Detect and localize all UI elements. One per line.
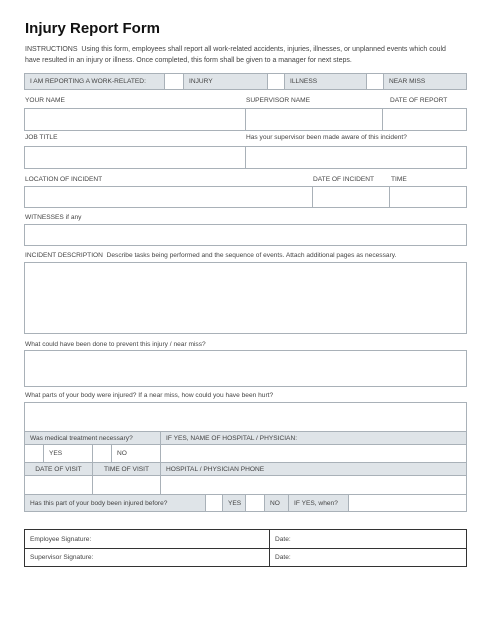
prior-yes-checkbox[interactable] <box>205 494 223 512</box>
medical-question-label: Was medical treatment necessary? <box>24 431 161 445</box>
date-of-incident-label: DATE OF INCIDENT <box>313 176 375 183</box>
supervisor-signature-field[interactable]: Supervisor Signature: <box>24 548 270 567</box>
your-name-field[interactable] <box>24 108 246 131</box>
hospital-name-label: IF YES, NAME OF HOSPITAL / PHYSICIAN: <box>160 431 467 445</box>
hospital-phone-label: HOSPITAL / PHYSICIAN PHONE <box>160 462 467 476</box>
medical-yes-checkbox[interactable] <box>24 444 44 463</box>
job-title-label: JOB TITLE <box>25 134 58 141</box>
prior-no-checkbox[interactable] <box>245 494 265 512</box>
instructions-label: INSTRUCTIONS <box>25 46 78 53</box>
form-title: Injury Report Form <box>25 20 161 37</box>
date-of-visit-label: DATE OF VISIT <box>24 462 93 476</box>
time-of-visit-field[interactable] <box>92 475 161 495</box>
hospital-phone-field[interactable] <box>160 475 467 495</box>
injury-checkbox[interactable] <box>164 73 184 90</box>
near-miss-option-label: NEAR MISS <box>383 73 467 90</box>
location-label: LOCATION OF INCIDENT <box>25 176 103 183</box>
medical-yes-label: YES <box>43 444 93 463</box>
witnesses-field[interactable] <box>24 224 467 246</box>
location-field[interactable] <box>24 186 313 208</box>
illness-checkbox[interactable] <box>267 73 285 90</box>
description-label: INCIDENT DESCRIPTION <box>25 252 103 259</box>
illness-option-label: ILLNESS <box>284 73 367 90</box>
description-label-group <box>25 252 396 259</box>
time-of-visit-label: TIME OF VISIT <box>92 462 161 476</box>
description-hint: Describe tasks being performed and the sequence of events. Attach additional pages as necessary. <box>106 252 397 259</box>
supervisor-name-field[interactable] <box>245 108 383 131</box>
date-of-report-field[interactable] <box>382 108 467 131</box>
prior-injury-question: Has this part of your body been injured before? <box>24 494 206 512</box>
hospital-name-field[interactable] <box>160 444 467 463</box>
your-name-label: YOUR NAME <box>25 97 65 104</box>
date-of-report-label: DATE OF REPORT <box>390 97 448 104</box>
near-miss-checkbox[interactable] <box>366 73 384 90</box>
reporting-label: I AM REPORTING A WORK-RELATED: <box>24 73 165 90</box>
job-title-field[interactable] <box>24 146 246 169</box>
instructions-text: Using this form, employees shall report all work-related accidents, injuries, illnesses, or unplanned events which could have resulted in an injury or illness. Once completed, this form shall be given to a manager for next steps. <box>25 46 446 64</box>
supervisor-date-field[interactable]: Date: <box>269 548 467 567</box>
prevention-field[interactable] <box>24 350 467 387</box>
date-of-visit-field[interactable] <box>24 475 93 495</box>
witnesses-hint: if any <box>65 214 82 221</box>
supervisor-aware-field[interactable] <box>245 146 467 169</box>
medical-no-label: NO <box>111 444 161 463</box>
prior-when-field[interactable] <box>348 494 467 512</box>
witnesses-label: WITNESSES <box>25 214 64 221</box>
employee-date-field[interactable]: Date: <box>269 529 467 549</box>
description-field[interactable] <box>24 262 467 334</box>
injury-option-label: INJURY <box>183 73 268 90</box>
supervisor-aware-label: Has your supervisor been made aware of this incident? <box>246 134 407 141</box>
medical-no-checkbox[interactable] <box>92 444 112 463</box>
body-parts-field[interactable] <box>24 402 467 432</box>
witnesses-label-group <box>25 214 81 221</box>
prior-when-label: IF YES, when? <box>288 494 349 512</box>
instructions <box>25 44 457 66</box>
prior-yes-label: YES <box>222 494 246 512</box>
employee-signature-field[interactable]: Employee Signature: <box>24 529 270 549</box>
date-of-incident-field[interactable] <box>312 186 390 208</box>
prior-no-label: NO <box>264 494 289 512</box>
time-label: TIME <box>391 176 407 183</box>
prevention-label: What could have been done to prevent this injury / near miss? <box>25 341 206 348</box>
supervisor-name-label: SUPERVISOR NAME <box>246 97 310 104</box>
body-parts-label: What parts of your body were injured? If a near miss, how could you have been hurt? <box>25 392 274 399</box>
time-field[interactable] <box>389 186 467 208</box>
